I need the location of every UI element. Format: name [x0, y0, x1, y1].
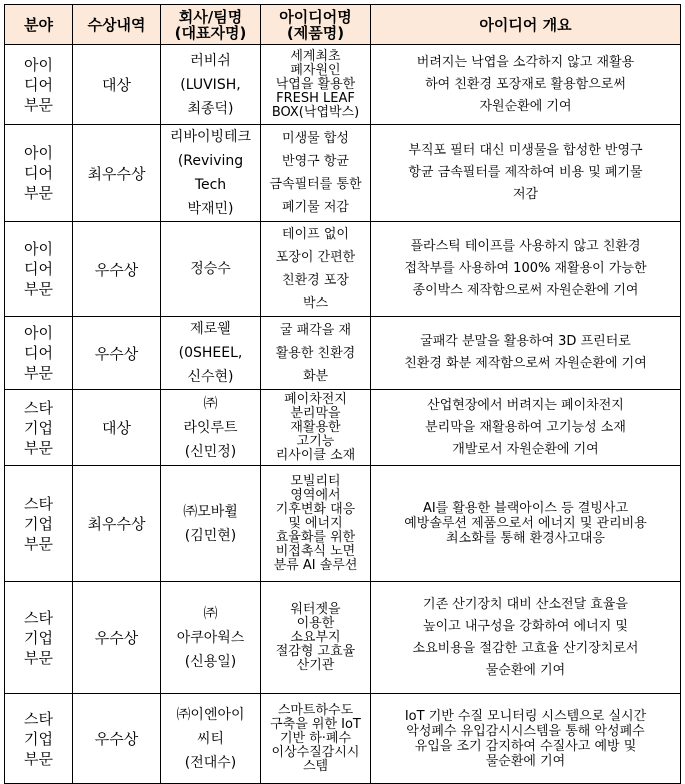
cell-summary-line: 자원순환에 기여	[479, 98, 572, 114]
cell-field-line: 부문	[24, 364, 53, 382]
cell-summary-line: 산업현장에서 버려지는 폐이차전지	[427, 397, 624, 413]
cell-idea-line: 테이프 없이	[282, 227, 349, 242]
cell-summary	[371, 125, 681, 222]
awards-table-container	[4, 4, 681, 784]
cell-summary-line: 기존 산기장치 대비 산소전달 효율을	[423, 596, 628, 612]
cell-summary	[371, 317, 681, 390]
cell-company-line: 라잇루트	[183, 419, 238, 436]
cell-company	[161, 125, 261, 222]
cell-field-line: 부문	[24, 749, 53, 768]
cell-summary-line: 개발로서 자원순환에 기여	[452, 441, 599, 457]
cell-idea-line: 소요부지	[290, 629, 341, 645]
cell-field-line: 부문	[24, 280, 53, 298]
table-row	[5, 466, 681, 582]
cell-field-line: 디어	[24, 75, 53, 94]
header-company-sub: (대표자명)	[174, 23, 247, 42]
cell-award: 우수상	[73, 582, 161, 694]
cell-company-line: (LUVISH,	[180, 76, 241, 93]
cell-summary-line: 친환경 화분 제작함으로써 자원순환에 기여	[404, 356, 647, 371]
header-idea-sub: (제품명)	[286, 23, 345, 42]
cell-field-line: 부문	[24, 648, 53, 667]
cell-company-line: 제로웰	[190, 321, 231, 337]
cell-summary-line: IoT 기반 수질 모니터링 시스템으로 실시간	[404, 708, 647, 724]
cell-field	[5, 125, 73, 222]
cell-idea-line: 비접촉식 노면	[275, 543, 356, 559]
cell-idea-line: 모빌리티	[290, 473, 341, 489]
cell-idea-line: 분리막을	[290, 405, 341, 421]
cell-award: 최우수상	[73, 125, 161, 222]
cell-idea-line: 친환경 포장	[282, 273, 349, 288]
header-field: 분야	[5, 5, 73, 45]
cell-field	[5, 582, 73, 694]
cell-company-line: (전대수)	[184, 754, 237, 771]
cell-field-line: 부문	[24, 95, 53, 114]
cell-company-line: (신용일)	[184, 653, 237, 670]
cell-company-line: 박재민)	[187, 201, 234, 217]
cell-idea	[261, 390, 371, 466]
cell-field-line: 스타	[24, 608, 53, 627]
cell-company-line: ㈜이엔아이	[176, 706, 245, 723]
header-company	[161, 5, 261, 45]
cell-field-line: 기업	[24, 418, 53, 437]
cell-summary	[371, 45, 681, 125]
cell-field	[5, 694, 73, 784]
table-header-row	[5, 5, 681, 45]
cell-idea-line: 박스	[302, 296, 329, 311]
header-award: 수상내역	[73, 5, 161, 45]
cell-idea-line: 반영구 항균	[282, 154, 349, 169]
cell-company	[161, 466, 261, 582]
cell-award: 대상	[73, 390, 161, 466]
cell-summary-line: 소요비용을 절감한 고효율 산기장치로서	[412, 640, 639, 656]
cell-idea-line: 이상수질감시시	[271, 744, 360, 760]
cell-field-line: 디어	[24, 164, 53, 182]
cell-idea-line: 포장이 간편한	[275, 250, 356, 265]
cell-company-line: 씨티	[196, 730, 225, 747]
table-body	[5, 45, 681, 784]
cell-idea-line: 워터젯을	[290, 601, 341, 617]
cell-award: 대상	[73, 45, 161, 125]
cell-idea-line: FRESH LEAF	[276, 90, 355, 106]
cell-idea-line: 이용한	[296, 615, 335, 631]
cell-idea-line: 기후변화 대응	[275, 501, 356, 517]
cell-company	[161, 582, 261, 694]
cell-idea-line: 절감형 고효율	[275, 643, 356, 659]
cell-idea	[261, 222, 371, 317]
cell-field-line: 부문	[24, 534, 53, 553]
cell-company-line: ㈜	[203, 395, 218, 412]
cell-summary-line: 버려지는 낙엽을 소각하지 않고 재활용	[416, 54, 635, 70]
cell-summary	[371, 390, 681, 466]
cell-company-line: 아쿠아웍스	[176, 629, 245, 646]
cell-company-line: 정승수	[190, 261, 231, 277]
header-company-label: 회사/팀명	[178, 7, 243, 26]
cell-company	[161, 45, 261, 125]
cell-company-line: (김민현)	[184, 527, 237, 544]
cell-summary-line: 종이박스 제작함으로써 자원순환에 기여	[412, 283, 639, 298]
table-row	[5, 582, 681, 694]
cell-field-line: 디어	[24, 260, 53, 278]
cell-idea-line: 리사이클 소재	[275, 447, 356, 463]
header-idea-label: 아이디어명	[279, 7, 352, 26]
cell-idea-line: 구축을 위한 IoT	[270, 716, 361, 732]
cell-summary-line: 하여 친환경 포장재로 활용함으로써	[425, 76, 626, 92]
cell-summary-line: 부직포 필터 대신 미생물을 합성한 반영구	[408, 143, 643, 158]
cell-company-line: 러비쉬	[190, 52, 231, 69]
cell-idea-line: 금속필터를 통한	[269, 177, 362, 192]
cell-field	[5, 45, 73, 125]
cell-field-line: 스타	[24, 494, 53, 513]
cell-idea-line: 및 에너지	[288, 515, 343, 531]
cell-idea-line: 재활용한	[290, 419, 341, 435]
cell-idea-line: 폐이차전지	[284, 391, 347, 407]
cell-company-line: 리바이빙테크	[169, 129, 252, 145]
cell-summary-line: 물순환에 기여	[485, 753, 566, 769]
cell-company	[161, 694, 261, 784]
cell-idea-line: 효율화를 위한	[275, 529, 356, 545]
cell-summary	[371, 466, 681, 582]
table-row	[5, 45, 681, 125]
cell-idea-line: 굴 패각을 재	[279, 322, 352, 338]
cell-field	[5, 317, 73, 390]
cell-field-line: 아이	[24, 55, 53, 74]
cell-summary	[371, 222, 681, 317]
cell-company	[161, 317, 261, 390]
cell-idea-line: 미생물 합성	[282, 131, 349, 146]
cell-company-line: (Reviving Tech	[177, 153, 244, 193]
cell-field-line: 아이	[24, 144, 53, 162]
cell-field	[5, 390, 73, 466]
cell-idea-line: 산기관	[296, 657, 335, 673]
cell-summary-line: 저감	[512, 187, 539, 202]
cell-idea-line: 스마트하수도	[277, 702, 354, 718]
cell-summary-line: 항균 금속필터를 제작하여 비용 및 폐기물	[408, 165, 643, 180]
cell-summary-line: 접착부를 사용하여 100% 재활용이 가능한	[404, 261, 647, 276]
cell-field-line: 아이	[24, 324, 53, 342]
cell-award: 우수상	[73, 317, 161, 390]
cell-award: 최우수상	[73, 466, 161, 582]
cell-summary-line: 물순환에 기여	[485, 662, 566, 678]
cell-idea-line: 낙엽을 활용한	[275, 76, 356, 92]
cell-idea-line: 스템	[302, 758, 329, 774]
table-row	[5, 125, 681, 222]
cell-company-line: ㈜	[203, 605, 218, 622]
cell-field-line: 기업	[24, 729, 53, 748]
cell-field	[5, 222, 73, 317]
cell-summary-line: 플라스틱 테이프를 사용하지 않고 친환경	[410, 239, 641, 254]
cell-field-line: 부문	[24, 184, 53, 202]
cell-summary-line: 굴패각 분말을 활용하여 3D 프린터로	[420, 334, 631, 349]
cell-idea-line: 세계최초	[290, 48, 341, 64]
cell-company-line: ㈜모바휠	[183, 503, 238, 520]
cell-field-line: 디어	[24, 344, 53, 362]
cell-idea	[261, 694, 371, 784]
cell-field-line: 스타	[24, 398, 53, 417]
cell-company-line: 최종덕)	[187, 100, 234, 117]
cell-summary-line: 예방솔루션 제품으로서 에너지 및 관리비용	[404, 516, 647, 531]
cell-company-line: (신민정)	[184, 443, 237, 460]
cell-summary-line: 분리막을 재활용하여 고기능성 소재	[425, 419, 626, 435]
table-row	[5, 390, 681, 466]
cell-field-line: 스타	[24, 709, 53, 728]
header-idea	[261, 5, 371, 45]
cell-summary	[371, 582, 681, 694]
table-row	[5, 694, 681, 784]
cell-summary-line: 높이고 내구성을 강화하여 에너지 및	[423, 618, 628, 634]
cell-field-line: 기업	[24, 514, 53, 533]
cell-idea	[261, 582, 371, 694]
cell-summary-line: 유입을 조기 감지하여 수질사고 예방 및	[414, 738, 637, 754]
cell-award: 우수상	[73, 694, 161, 784]
awards-table	[4, 4, 681, 784]
cell-field-line: 기업	[24, 628, 53, 647]
cell-company	[161, 222, 261, 317]
header-summary: 아이디어 개요	[371, 5, 681, 45]
cell-idea-line: BOX(낙엽박스)	[271, 104, 360, 120]
cell-idea	[261, 317, 371, 390]
cell-award: 우수상	[73, 222, 161, 317]
cell-summary	[371, 694, 681, 784]
cell-idea-line: 폐자원인	[290, 62, 341, 78]
cell-field-line: 부문	[24, 438, 53, 457]
table-row	[5, 317, 681, 390]
cell-summary-line: AI를 활용한 블랙아이스 등 결빙사고	[422, 501, 629, 516]
cell-idea	[261, 466, 371, 582]
cell-idea	[261, 125, 371, 222]
cell-idea-line: 활용한 친환경	[275, 345, 356, 361]
cell-idea-line: 기반 하·폐수	[279, 730, 352, 746]
cell-summary-line: 악성폐수 유입감시시스템을 통해 악성폐수	[406, 723, 645, 739]
cell-field-line: 아이	[24, 240, 53, 258]
cell-company	[161, 390, 261, 466]
cell-field	[5, 466, 73, 582]
cell-idea-line: 영역에서	[290, 487, 341, 503]
cell-idea-line: 분류 AI 솔루션	[273, 557, 358, 573]
table-row	[5, 222, 681, 317]
cell-idea	[261, 45, 371, 125]
cell-company-line: 신수현)	[187, 369, 234, 385]
cell-summary-line: 최소화를 통해 환경사고대응	[446, 531, 605, 546]
cell-company-line: (0SHEEL,	[178, 345, 243, 361]
cell-idea-line: 고기능	[296, 433, 335, 449]
cell-idea-line: 화분	[302, 368, 329, 384]
cell-idea-line: 폐기물 저감	[282, 200, 349, 215]
